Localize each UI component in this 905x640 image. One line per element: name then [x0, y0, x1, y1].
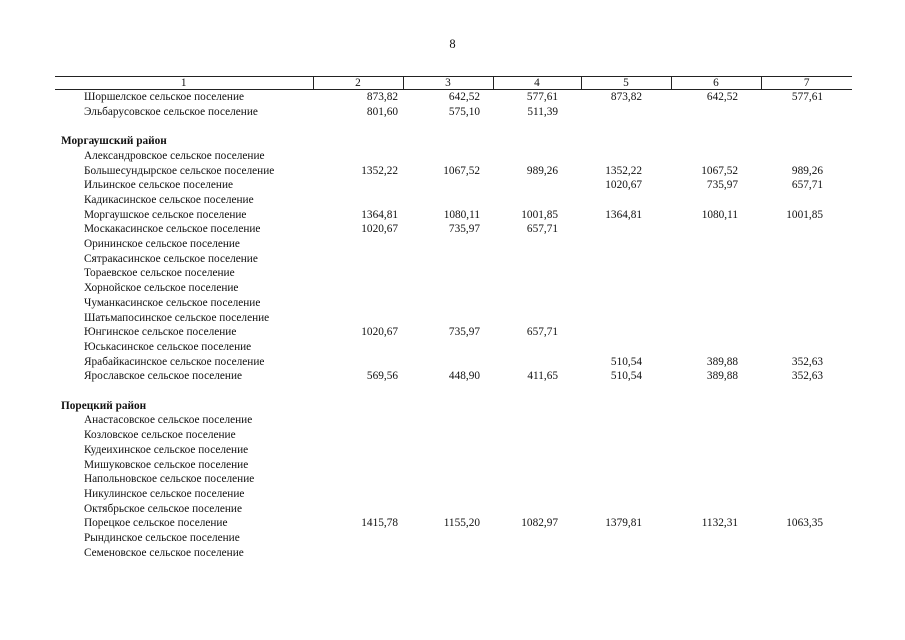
- column-header-2: 2: [313, 77, 403, 90]
- settlement-name: Эльбарусовское сельское поселение: [84, 105, 258, 118]
- table-row: [55, 252, 852, 267]
- value-cell-col-4: [493, 178, 581, 193]
- settlement-name: Шоршелское сельское поселение: [84, 91, 245, 103]
- value-cell-col-4: [493, 472, 581, 487]
- table-row: [55, 105, 852, 120]
- table-body: [55, 90, 852, 561]
- value-cell-col-5: [581, 222, 671, 237]
- value-cell-col-2: 801,60: [366, 105, 398, 118]
- value-cell-col-5: [581, 266, 671, 281]
- value-cell-col-2: [313, 428, 403, 443]
- value-cell-col-5: [581, 413, 671, 428]
- value-cell-col-2: [313, 531, 403, 546]
- value-cell-col-7: 657,71: [791, 179, 823, 192]
- value-cell-col-7: [761, 458, 852, 473]
- value-cell-col-7: 577,61: [791, 91, 823, 103]
- value-cell-col-5: [581, 458, 671, 473]
- value-cell-col-2: [313, 281, 403, 296]
- value-cell-col-2: 1020,67: [361, 326, 398, 339]
- value-cell-col-7: [761, 193, 852, 208]
- column-header-4: 4: [493, 77, 581, 90]
- value-cell-col-4: [493, 546, 581, 561]
- value-cell-col-4: 511,39: [527, 105, 558, 118]
- value-cell-col-3: [403, 281, 493, 296]
- value-cell-col-5: [581, 105, 671, 120]
- value-cell-col-3: [403, 311, 493, 326]
- value-cell-col-2: [313, 266, 403, 281]
- value-cell-col-7: [761, 281, 852, 296]
- value-cell-col-2: [313, 443, 403, 458]
- value-cell-col-7: [761, 502, 852, 517]
- table-row: [55, 222, 852, 237]
- value-cell-col-7: [761, 428, 852, 443]
- value-cell-col-5: 873,82: [610, 91, 642, 103]
- value-cell-col-6: [671, 546, 761, 561]
- spacer-row: [55, 384, 852, 399]
- settlement-name: Шатьмапосинское сельское поселение: [84, 311, 270, 324]
- value-cell-col-3: [403, 443, 493, 458]
- value-cell-col-6: [671, 502, 761, 517]
- page-number: 8: [449, 37, 456, 51]
- value-cell-col-6: [671, 237, 761, 252]
- district-heading-row: [55, 134, 852, 149]
- value-cell-col-2: [313, 340, 403, 355]
- settlement-name: Порецкое сельское поселение: [84, 517, 228, 530]
- settlement-name: Ярославское сельское поселение: [84, 370, 243, 383]
- value-cell-col-3: 735,97: [448, 326, 480, 339]
- settlement-name: Напольновское сельское поселение: [84, 473, 255, 486]
- value-cell-col-4: 1001,85: [521, 208, 558, 221]
- table-row: [55, 516, 852, 531]
- value-cell-col-3: [403, 193, 493, 208]
- value-cell-col-2: [313, 193, 403, 208]
- value-cell-col-4: 657,71: [526, 223, 558, 236]
- value-cell-col-5: [581, 531, 671, 546]
- settlement-name: Рындинское сельское поселение: [84, 532, 240, 545]
- value-cell-col-6: [671, 443, 761, 458]
- value-cell-col-2: 1415,78: [361, 517, 398, 530]
- value-cell-col-5: 1379,81: [605, 517, 642, 530]
- settlement-name: Анастасовское сельское поселение: [84, 414, 253, 427]
- value-cell-col-4: [493, 281, 581, 296]
- value-cell-col-6: [671, 193, 761, 208]
- value-cell-col-6: [671, 311, 761, 326]
- value-cell-col-3: 642,52: [448, 91, 480, 103]
- value-cell-col-2: [313, 252, 403, 267]
- value-cell-col-5: [581, 252, 671, 267]
- value-cell-col-6: [671, 149, 761, 164]
- value-cell-col-2: 1364,81: [361, 208, 398, 221]
- district-heading: Моргаушский район: [61, 135, 167, 148]
- value-cell-col-5: [581, 546, 671, 561]
- table-row: [55, 413, 852, 428]
- value-cell-col-2: [313, 149, 403, 164]
- value-cell-col-7: 1063,35: [786, 517, 823, 530]
- value-cell-col-6: [671, 472, 761, 487]
- value-cell-col-5: [581, 472, 671, 487]
- table-row: [55, 546, 852, 561]
- spacer-row: [55, 119, 852, 134]
- value-cell-col-3: [403, 355, 493, 370]
- value-cell-col-7: [761, 252, 852, 267]
- settlement-name: Октябрьское сельское поселение: [84, 502, 242, 515]
- table-row: [55, 369, 852, 384]
- value-cell-col-6: 642,52: [706, 91, 738, 103]
- column-header-3: 3: [403, 77, 493, 90]
- settlement-name: Сятракасинское сельское поселение: [84, 252, 258, 265]
- settlement-name: Тораевское сельское поселение: [84, 267, 235, 280]
- value-cell-col-5: [581, 193, 671, 208]
- spacer-cell: [55, 119, 852, 134]
- value-cell-col-2: [313, 311, 403, 326]
- value-cell-col-6: [671, 531, 761, 546]
- settlement-name: Орининское сельское поселение: [84, 238, 240, 251]
- value-cell-col-7: [761, 413, 852, 428]
- settlement-name: Юськасинское сельское поселение: [84, 340, 252, 353]
- value-cell-col-5: [581, 237, 671, 252]
- value-cell-col-4: 657,71: [526, 326, 558, 339]
- value-cell-col-7: 352,63: [791, 355, 823, 368]
- value-cell-col-4: [493, 443, 581, 458]
- value-cell-col-2: 1352,22: [361, 164, 398, 177]
- table-row: [55, 502, 852, 517]
- value-cell-col-5: [581, 281, 671, 296]
- value-cell-col-5: [581, 340, 671, 355]
- value-cell-col-5: 1364,81: [605, 208, 642, 221]
- value-cell-col-2: [313, 296, 403, 311]
- value-cell-col-4: 989,26: [526, 164, 558, 177]
- value-cell-col-2: [313, 546, 403, 561]
- value-cell-col-2: [313, 237, 403, 252]
- district-heading: Порецкий район: [61, 399, 147, 412]
- value-cell-col-5: [581, 502, 671, 517]
- settlement-name: Москакасинское сельское поселение: [84, 223, 261, 236]
- table-row: [55, 428, 852, 443]
- value-cell-col-2: 569,56: [366, 370, 398, 383]
- value-cell-col-3: [403, 252, 493, 267]
- value-cell-col-3: [403, 340, 493, 355]
- value-cell-col-5: 1020,67: [605, 179, 642, 192]
- table-row: [55, 178, 852, 193]
- value-cell-col-7: [761, 546, 852, 561]
- value-cell-col-2: [313, 458, 403, 473]
- table-row: [55, 472, 852, 487]
- settlement-name: Никулинское сельское поселение: [84, 487, 245, 500]
- settlement-name: Чуманкасинское сельское поселение: [84, 296, 261, 309]
- value-cell-col-4: [493, 428, 581, 443]
- settlement-name: Юнгинское сельское поселение: [84, 326, 237, 339]
- value-cell-col-3: [403, 149, 493, 164]
- value-cell-col-4: [493, 531, 581, 546]
- value-cell-col-7: [761, 487, 852, 502]
- value-cell-col-2: [313, 355, 403, 370]
- table-row: [55, 164, 852, 179]
- value-cell-col-2: [313, 413, 403, 428]
- value-cell-col-6: [671, 281, 761, 296]
- value-cell-col-7: [761, 266, 852, 281]
- settlement-name: Хорнойское сельское поселение: [84, 282, 239, 295]
- table-row: [55, 311, 852, 326]
- table-row: [55, 531, 852, 546]
- settlement-name: Большесундырское сельское поселение: [84, 164, 275, 177]
- value-cell-col-4: [493, 266, 581, 281]
- value-cell-col-6: [671, 413, 761, 428]
- settlement-name: Семеновское сельское поселение: [84, 546, 244, 559]
- settlement-name: Кудеихинское сельское поселение: [84, 443, 249, 456]
- value-cell-col-2: [313, 487, 403, 502]
- value-cell-col-6: [671, 266, 761, 281]
- value-cell-col-5: 510,54: [610, 370, 642, 383]
- value-cell-col-6: [671, 296, 761, 311]
- value-cell-col-5: [581, 296, 671, 311]
- settlement-name: Мишуковское сельское поселение: [84, 458, 249, 471]
- column-header-6: 6: [671, 77, 761, 90]
- spacer-cell: [55, 384, 852, 399]
- value-cell-col-7: [761, 222, 852, 237]
- column-header-1: 1: [55, 77, 313, 90]
- value-cell-col-6: 1132,31: [701, 517, 738, 530]
- value-cell-col-4: [493, 296, 581, 311]
- value-cell-col-7: [761, 443, 852, 458]
- table-row: [55, 266, 852, 281]
- value-cell-col-4: [493, 355, 581, 370]
- value-cell-col-4: [493, 149, 581, 164]
- value-cell-col-6: [671, 487, 761, 502]
- table-row: [55, 458, 852, 473]
- settlement-name: Ильинское сельское поселение: [84, 179, 233, 192]
- table-row: [55, 340, 852, 355]
- value-cell-col-6: [671, 458, 761, 473]
- table-row: [55, 325, 852, 340]
- value-cell-col-5: [581, 487, 671, 502]
- value-cell-col-3: 735,97: [448, 223, 480, 236]
- value-cell-col-4: 577,61: [526, 91, 558, 103]
- value-cell-col-3: [403, 472, 493, 487]
- value-cell-col-5: [581, 325, 671, 340]
- district-heading-row: [55, 399, 852, 414]
- value-cell-col-3: [403, 531, 493, 546]
- value-cell-col-7: [761, 340, 852, 355]
- value-cell-col-5: 510,54: [610, 355, 642, 368]
- settlement-name: Кадикасинское сельское поселение: [84, 193, 254, 206]
- value-cell-col-7: [761, 311, 852, 326]
- settlement-name: Александровское сельское поселение: [84, 149, 265, 162]
- value-cell-col-3: [403, 266, 493, 281]
- table-row: [55, 149, 852, 164]
- value-cell-col-5: [581, 428, 671, 443]
- value-cell-col-5: [581, 149, 671, 164]
- value-cell-col-3: 448,90: [448, 370, 480, 383]
- value-cell-col-4: 411,65: [527, 370, 558, 383]
- value-cell-col-6: 389,88: [706, 370, 738, 383]
- value-cell-col-6: 1080,11: [701, 208, 738, 221]
- value-cell-col-4: [493, 413, 581, 428]
- value-cell-col-7: [761, 325, 852, 340]
- table-row: [55, 443, 852, 458]
- value-cell-col-4: [493, 340, 581, 355]
- value-cell-col-2: [313, 178, 403, 193]
- value-cell-col-4: [493, 311, 581, 326]
- table-row: [55, 237, 852, 252]
- value-cell-col-3: 1155,20: [443, 517, 480, 530]
- value-cell-col-7: [761, 149, 852, 164]
- value-cell-col-6: [671, 325, 761, 340]
- value-cell-col-4: [493, 458, 581, 473]
- column-number-row: [55, 77, 852, 90]
- value-cell-col-3: [403, 487, 493, 502]
- value-cell-col-6: [671, 428, 761, 443]
- value-cell-col-7: [761, 472, 852, 487]
- table-row: [55, 281, 852, 296]
- table-row: [55, 208, 852, 223]
- table-row: [55, 90, 852, 105]
- settlement-name: Моргаушское сельское поселение: [84, 208, 247, 221]
- value-cell-col-3: [403, 502, 493, 517]
- value-cell-col-5: [581, 311, 671, 326]
- value-cell-col-3: 1080,11: [443, 208, 480, 221]
- value-cell-col-3: [403, 413, 493, 428]
- value-cell-col-7: [761, 296, 852, 311]
- value-cell-col-6: 1067,52: [701, 164, 738, 177]
- value-cell-col-7: 352,63: [791, 370, 823, 383]
- value-cell-col-3: [403, 296, 493, 311]
- value-cell-col-2: [313, 472, 403, 487]
- value-cell-col-4: [493, 252, 581, 267]
- value-cell-col-3: 575,10: [448, 105, 480, 118]
- column-header-5: 5: [581, 77, 671, 90]
- table-row: [55, 355, 852, 370]
- column-header-7: 7: [761, 77, 852, 90]
- value-cell-col-4: 1082,97: [521, 517, 558, 530]
- settlement-name: Козловское сельское поселение: [84, 429, 236, 442]
- value-cell-col-4: [493, 487, 581, 502]
- value-cell-col-2: 873,82: [366, 91, 398, 103]
- value-cell-col-6: [671, 222, 761, 237]
- value-cell-col-3: 1067,52: [443, 164, 480, 177]
- table-row: [55, 296, 852, 311]
- value-cell-col-7: [761, 531, 852, 546]
- value-cell-col-6: [671, 252, 761, 267]
- value-cell-col-3: [403, 546, 493, 561]
- value-cell-col-7: [761, 105, 852, 120]
- value-cell-col-7: 1001,85: [786, 208, 823, 221]
- value-cell-col-6: 389,88: [706, 355, 738, 368]
- data-table: [55, 76, 852, 560]
- table-row: [55, 193, 852, 208]
- settlement-name: Ярабайкасинское сельское поселение: [84, 355, 265, 368]
- value-cell-col-7: [761, 237, 852, 252]
- table-row: [55, 487, 852, 502]
- value-cell-col-6: 735,97: [706, 179, 738, 192]
- value-cell-col-7: 989,26: [791, 164, 823, 177]
- value-cell-col-3: [403, 428, 493, 443]
- value-cell-col-3: [403, 178, 493, 193]
- value-cell-col-3: [403, 237, 493, 252]
- value-cell-col-5: 1352,22: [605, 164, 642, 177]
- value-cell-col-4: [493, 237, 581, 252]
- value-cell-col-4: [493, 193, 581, 208]
- value-cell-col-2: 1020,67: [361, 223, 398, 236]
- value-cell-col-6: [671, 105, 761, 120]
- value-cell-col-5: [581, 443, 671, 458]
- value-cell-col-4: [493, 502, 581, 517]
- value-cell-col-2: [313, 502, 403, 517]
- value-cell-col-6: [671, 340, 761, 355]
- value-cell-col-3: [403, 458, 493, 473]
